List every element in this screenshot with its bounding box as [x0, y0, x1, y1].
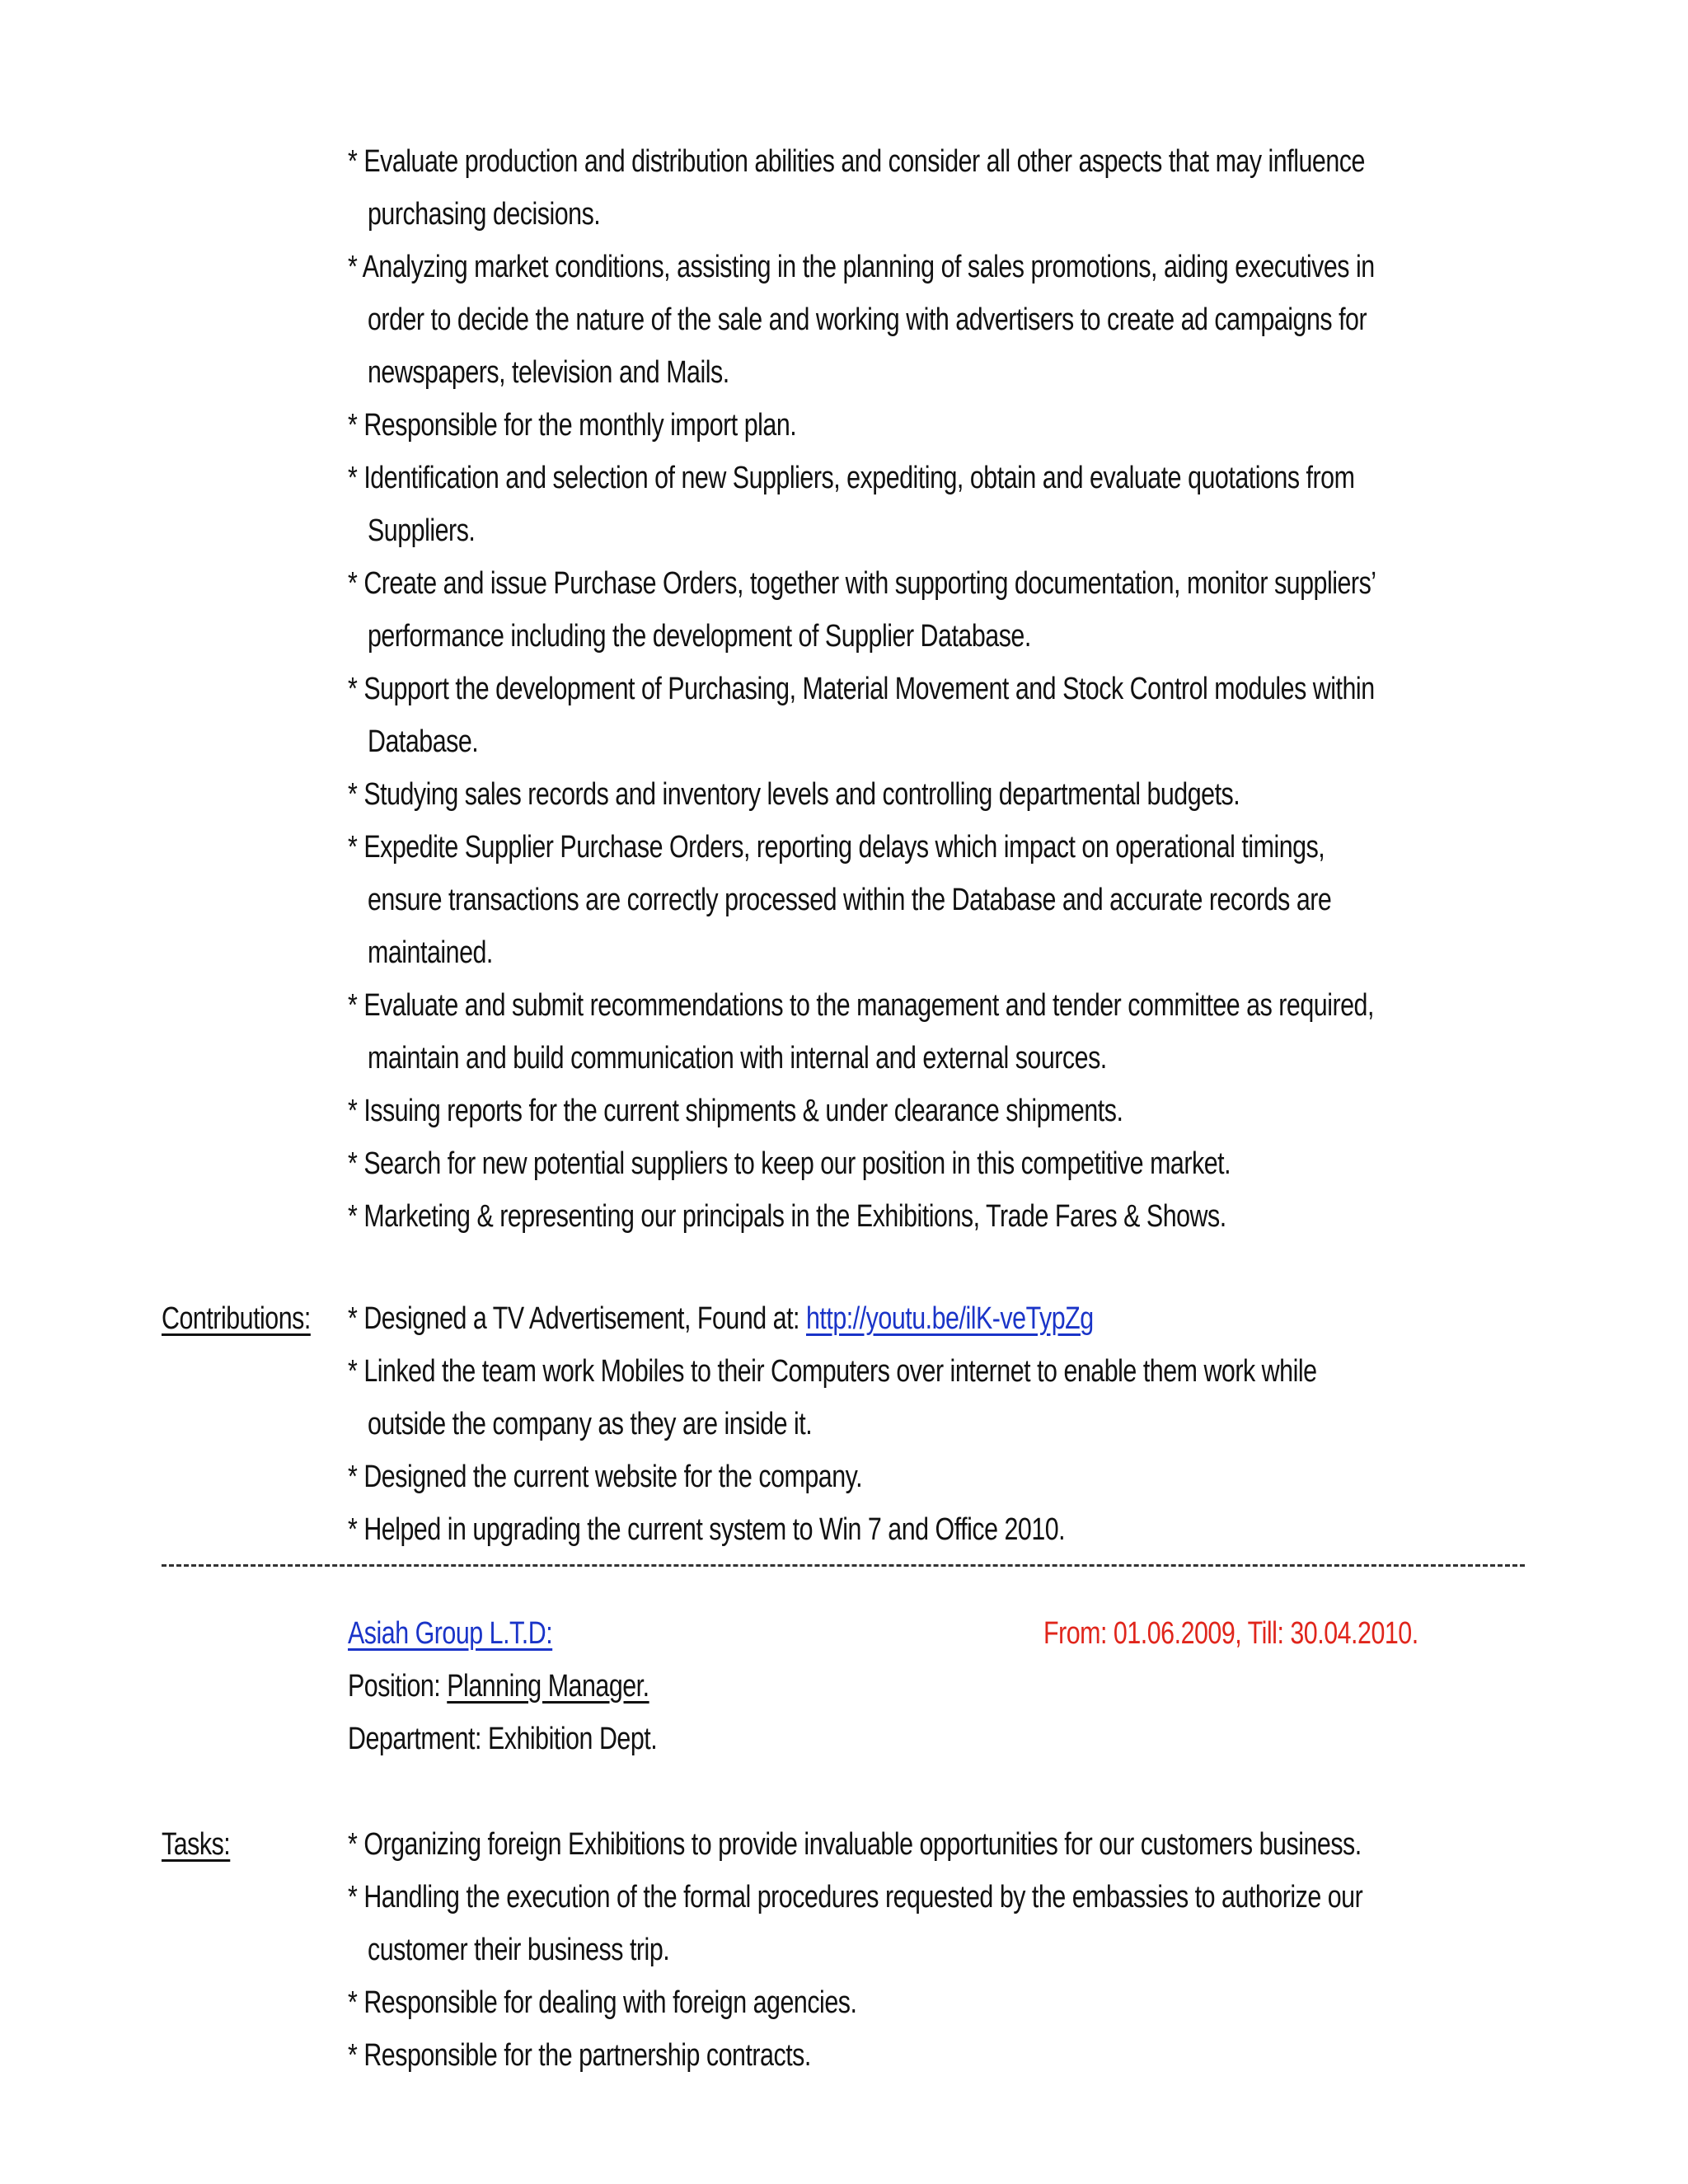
task-line: customer their business trip.	[368, 1933, 670, 1967]
task-line: * Responsible for dealing with foreign agencies.	[348, 1985, 857, 2020]
section-divider	[162, 1564, 1525, 1567]
task-line: * Marketing & representing our principals in the Exhibitions, Trade Fares & Shows.	[348, 1199, 1226, 1234]
contribution-line: outside the company as they are inside it.	[368, 1407, 813, 1441]
contribution-item	[348, 1345, 1317, 1451]
task-line: * Organizing foreign Exhibitions to provide invaluable opportunities for our customers business.	[348, 1827, 1362, 1862]
position-row	[348, 1660, 649, 1713]
task-line: * Evaluate production and distribution abilities and consider all other aspects that may influence	[348, 144, 1365, 179]
task-line: * Handling the execution of the formal procedures requested by the embassies to authorize our	[348, 1880, 1363, 1915]
contribution-item	[348, 1503, 1317, 1556]
task-item	[348, 241, 1376, 399]
task-line: * Studying sales records and inventory levels and controlling departmental budgets.	[348, 777, 1240, 812]
contribution-text: * Designed a TV Advertisement, Found at:	[348, 1301, 806, 1336]
task-line: performance including the development of Supplier Database.	[368, 619, 1031, 654]
task-item	[348, 1976, 1362, 2029]
contributions-list	[348, 1292, 1317, 1556]
task-item	[348, 768, 1376, 821]
task-item	[348, 1085, 1376, 1137]
previous-job-tasks	[348, 135, 1376, 1243]
task-line: * Responsible for the partnership contracts.	[348, 2038, 811, 2073]
task-item	[348, 1818, 1362, 1871]
task-line: * Issuing reports for the current shipments & under clearance shipments.	[348, 1094, 1123, 1128]
tasks-list	[348, 1818, 1362, 2082]
task-item	[348, 399, 1376, 452]
task-item	[348, 557, 1376, 663]
department-row: Department: Exhibition Dept.	[348, 1722, 658, 1756]
task-line: * Evaluate and submit recommendations to the management and tender committee as required,	[348, 988, 1374, 1023]
task-line: newspapers, television and Mails.	[368, 355, 729, 390]
task-item	[348, 1871, 1362, 1976]
task-line: * Analyzing market conditions, assisting in the planning of sales promotions, aiding executives in	[348, 250, 1375, 284]
task-item	[348, 979, 1376, 1085]
contribution-line	[348, 1292, 1317, 1345]
contribution-line: * Designed the current website for the company.	[348, 1460, 863, 1494]
task-item	[348, 452, 1376, 557]
task-item	[348, 821, 1376, 979]
task-line: * Identification and selection of new Suppliers, expediting, obtain and evaluate quotations from	[348, 461, 1355, 495]
employment-dates: From: 01.06.2009, Till: 30.04.2010.	[1043, 1616, 1418, 1651]
task-line: maintain and build communication with internal and external sources.	[368, 1041, 1107, 1076]
contribution-line: * Helped in upgrading the current system to Win 7 and Office 2010.	[348, 1512, 1066, 1547]
position-label: Position:	[348, 1669, 448, 1704]
company-link[interactable]: Asiah Group L.T.D:	[348, 1616, 553, 1651]
contribution-item	[348, 1451, 1317, 1503]
task-line: ensure transactions are correctly processed within the Database and accurate records are	[368, 883, 1332, 917]
contribution-line: * Linked the team work Mobiles to their Computers over internet to enable them work while	[348, 1354, 1317, 1389]
contribution-item	[348, 1292, 1317, 1345]
task-line: * Responsible for the monthly import plan.	[348, 408, 797, 443]
task-item	[348, 1137, 1376, 1190]
position-value: Planning Manager.	[447, 1669, 649, 1704]
task-item	[348, 135, 1376, 241]
tasks-label: Tasks:	[162, 1827, 231, 1862]
task-line: Database.	[368, 724, 479, 759]
task-line: Suppliers.	[368, 513, 476, 548]
task-line: purchasing decisions.	[368, 197, 601, 232]
task-line: * Create and issue Purchase Orders, together with supporting documentation, monitor suppliers’	[348, 566, 1376, 601]
task-line: * Support the development of Purchasing, Material Movement and Stock Control modules within	[348, 672, 1375, 706]
task-item	[348, 663, 1376, 768]
task-item	[348, 1190, 1376, 1243]
youtube-link[interactable]: http://youtu.be/ilK-veTypZg	[806, 1301, 1094, 1336]
task-item	[348, 2029, 1362, 2082]
contributions-label: Contributions:	[162, 1301, 311, 1336]
task-line: * Expedite Supplier Purchase Orders, reporting delays which impact on operational timings,	[348, 830, 1325, 865]
task-line: order to decide the nature of the sale and working with advertisers to create ad campaigns for	[368, 302, 1367, 337]
task-line: * Search for new potential suppliers to keep our position in this competitive market.	[348, 1146, 1231, 1181]
task-line: maintained.	[368, 935, 493, 970]
